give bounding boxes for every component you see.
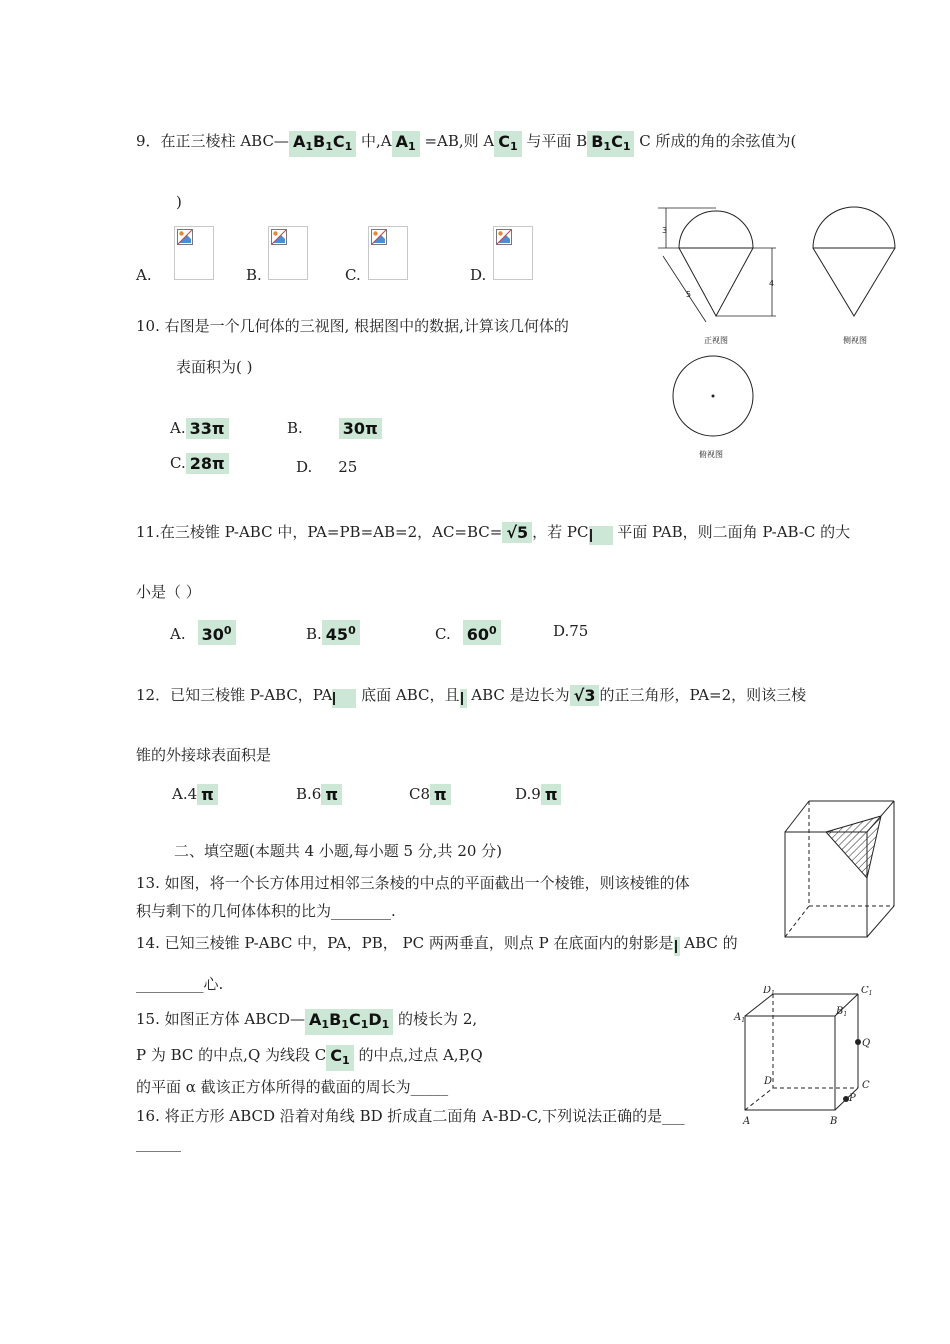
q11-option-b: B. $45^0$	[306, 620, 360, 645]
q14-line1: 14. 已知三棱锥 P-ABC 中，PA，PB， PC 两两垂直，则点 P 在底面内的射影是 ABC 的	[136, 932, 738, 956]
dim-3-label: 3	[662, 226, 668, 235]
math-a1b1c1d1: $A_1B_1C_1D_1$	[305, 1009, 393, 1035]
broken-image-icon	[271, 229, 287, 245]
q9-option-b: B.	[246, 266, 262, 284]
point-q-dot	[855, 1039, 861, 1045]
broken-image-icon	[177, 229, 193, 245]
q14-line2: _________心.	[136, 975, 224, 993]
front-view	[658, 208, 776, 322]
q15-line3: 的平面 α 截该正方体所得的截面的周长为_____	[136, 1078, 449, 1096]
label-b: B	[830, 1116, 838, 1127]
math-c1: $C_1$	[494, 131, 521, 157]
q11-option-d: D.75	[553, 622, 589, 640]
label-a: A	[743, 1116, 751, 1127]
q9-close-paren: )	[176, 193, 182, 211]
q16-line1: 16. 将正方形 ABCD 沿着对角线 BD 折成直二面角 A-BD-C,下列说法正确的是___	[136, 1107, 685, 1125]
q12-option-a: A.4 π	[172, 784, 218, 805]
section2-heading: 二、填空题(本题共 4 小题,每小题 5 分,共 20 分)	[174, 842, 503, 860]
q9-option-a-image	[174, 226, 214, 280]
side-view-label: 侧视图	[843, 336, 867, 345]
math-b1c1: $B_1C_1$	[587, 131, 634, 157]
label-c1: $C_1$	[861, 986, 873, 997]
q9-option-d: D.	[470, 266, 487, 284]
q11-line1: 11.在三棱锥 P-ABC 中，PA=PB=AB=2，AC=BC= √5 ，若 PC 平面 PAB，则二面角 P-AB-C 的大	[136, 521, 850, 545]
q9-line: 9．在正三棱柱 ABC— $A_1B_1C_1$ 中,A $A_1 =AB$,则 A $C_1$ 与平面 B $B_1C_1$ C 所成的角的余弦值为(	[136, 130, 796, 157]
cube-figure	[728, 986, 888, 1130]
broken-image-icon	[496, 229, 512, 245]
hatched-section	[826, 816, 881, 878]
side-view	[813, 207, 895, 316]
q10-option-b: B. 30π	[287, 418, 382, 439]
broken-image-icon	[371, 229, 387, 245]
q10-option-a: A. 33π	[170, 418, 229, 439]
q11-option-a: A. $30^0$	[170, 620, 236, 645]
label-c: C	[862, 1080, 870, 1091]
q16-line2: ______	[136, 1134, 181, 1152]
q11-option-c: C. $60^0$	[435, 620, 501, 645]
box-figure	[780, 798, 900, 940]
q9-option-d-image	[493, 226, 533, 280]
front-view-label: 正视图	[704, 336, 728, 345]
triangle-symbol	[460, 689, 467, 708]
q15-line2: P 为 BC 的中点,Q 为线段 C $C_1$ 的中点,过点 A,P,Q	[136, 1044, 483, 1071]
label-b1: $B_1$	[836, 1006, 848, 1018]
math-a1b1c1: $A_1B_1C_1$	[289, 131, 356, 157]
dim-4-label: 4	[769, 279, 775, 288]
math-a1: $A_1$	[392, 131, 420, 157]
label-a1: $A_1$	[734, 1012, 746, 1024]
math-c1: $C_1$	[326, 1045, 353, 1071]
q12-line1: 12．已知三棱锥 P-ABC，PA 底面 ABC，且 ABC 是边长为 √3 的正三角形，PA=2，则该三棱	[136, 684, 806, 708]
q9-option-a: A.	[136, 266, 152, 284]
q15-line1: 15. 如图正方体 ABCD— $A_1B_1C_1D_1$ 的棱长为 2,	[136, 1008, 477, 1035]
top-view-center-dot	[712, 395, 715, 398]
q9-option-c: C.	[345, 266, 361, 284]
q12-line2: 锥的外接球表面积是	[136, 746, 272, 764]
math-sqrt5: √5	[502, 522, 532, 543]
q12-option-c: C8 π	[409, 784, 451, 805]
q10-line2: 表面积为( )	[176, 358, 253, 376]
perp-symbol	[589, 526, 613, 545]
dim-5-label: 5	[686, 290, 692, 299]
q9-number: 9．	[136, 132, 161, 150]
label-q: Q	[862, 1038, 871, 1049]
label-p: P	[849, 1093, 856, 1104]
q12-option-d: D.9 π	[515, 784, 561, 805]
three-views-figure	[650, 200, 910, 470]
math-sqrt3: √3	[570, 685, 600, 706]
q13-line2: 积与剩下的几何体体积的比为________.	[136, 902, 396, 920]
q9-option-b-image	[268, 226, 308, 280]
q12-option-b: B.6 π	[296, 784, 342, 805]
label-d: D	[764, 1076, 773, 1087]
q11-line2: 小是（ ）	[136, 583, 201, 601]
top-view-label: 俯视图	[699, 450, 723, 459]
q10-option-c: C. 28π	[170, 453, 229, 474]
perp-symbol	[332, 689, 356, 708]
label-d1: $D_1$	[763, 986, 775, 997]
q10-option-d: D. 25	[296, 458, 358, 476]
q9-option-c-image	[368, 226, 408, 280]
q10-line1: 10. 右图是一个几何体的三视图, 根据图中的数据,计算该几何体的	[136, 317, 569, 335]
q13-line1: 13. 如图，将一个长方体用过相邻三条棱的中点的平面截出一个棱锥，则该棱锥的体	[136, 874, 690, 892]
